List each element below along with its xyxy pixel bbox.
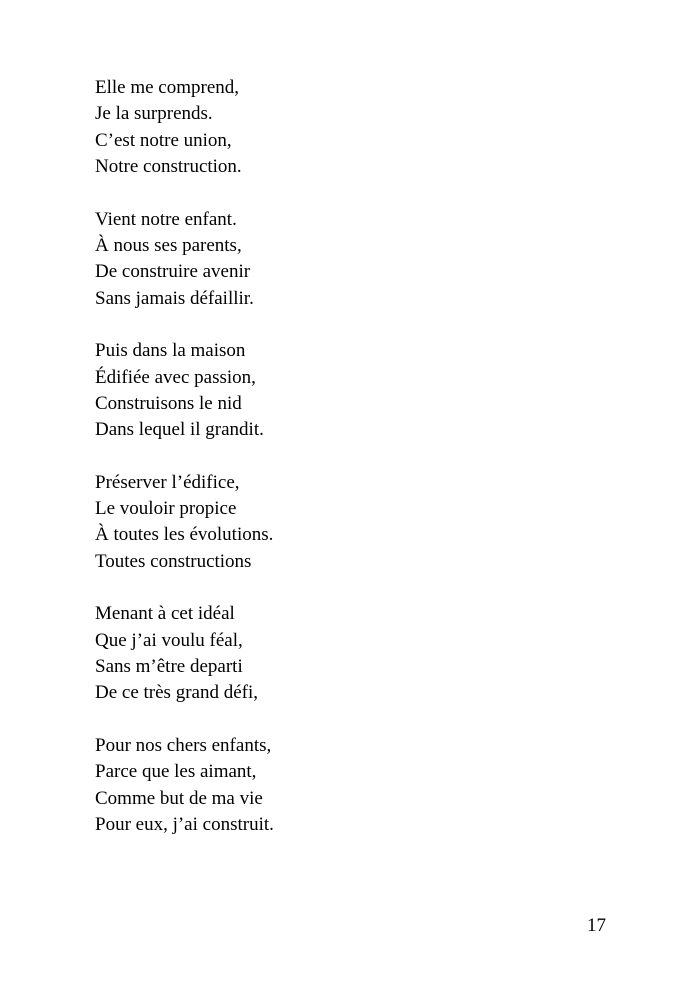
- page-number: 17: [587, 915, 606, 936]
- poem-line: De ce très grand défi,: [95, 682, 259, 704]
- poem-line: Toutes constructions: [95, 550, 252, 572]
- stanza-4: [95, 470, 274, 576]
- poem-line: Construisons le nid: [95, 392, 242, 414]
- poem-line: Que j’ai voulu féal,: [95, 629, 243, 651]
- poem-line: Vient notre enfant.: [95, 208, 237, 230]
- stanza-6: [95, 733, 274, 839]
- poem-line: Dans lequel il grandit.: [95, 419, 264, 441]
- poem-body: [95, 75, 274, 864]
- poem-line: Elle me comprend,: [95, 77, 240, 98]
- poem-line: À toutes les évolutions.: [95, 524, 274, 546]
- poem-line: Préserver l’édifice,: [95, 471, 240, 493]
- poem-line: À nous ses parents,: [95, 234, 242, 256]
- poem-line: Pour nos chers enfants,: [95, 734, 272, 756]
- stanza-5: [95, 601, 274, 707]
- poem-line: Comme but de ma vie: [95, 787, 263, 809]
- poem-line: Le vouloir propice: [95, 498, 237, 520]
- poem-line: Puis dans la maison: [95, 340, 246, 362]
- stanza-3: [95, 338, 274, 444]
- poem-line: Sans m’être departi: [95, 656, 243, 678]
- poem-line: Parce que les aimant,: [95, 761, 257, 783]
- poem-line: Sans jamais défaillir.: [95, 287, 254, 309]
- poem-line: C’est notre union,: [95, 129, 232, 151]
- poem-line: Notre construction.: [95, 156, 242, 178]
- poem-line: Édifiée avec passion,: [95, 366, 256, 388]
- poem-line: Pour eux, j’ai construit.: [95, 813, 274, 835]
- stanza-1: [95, 75, 274, 181]
- poem-line: Menant à cet idéal: [95, 603, 235, 625]
- stanza-2: [95, 207, 274, 313]
- poem-line: Je la surprends.: [95, 103, 213, 125]
- poem-line: De construire avenir: [95, 261, 251, 283]
